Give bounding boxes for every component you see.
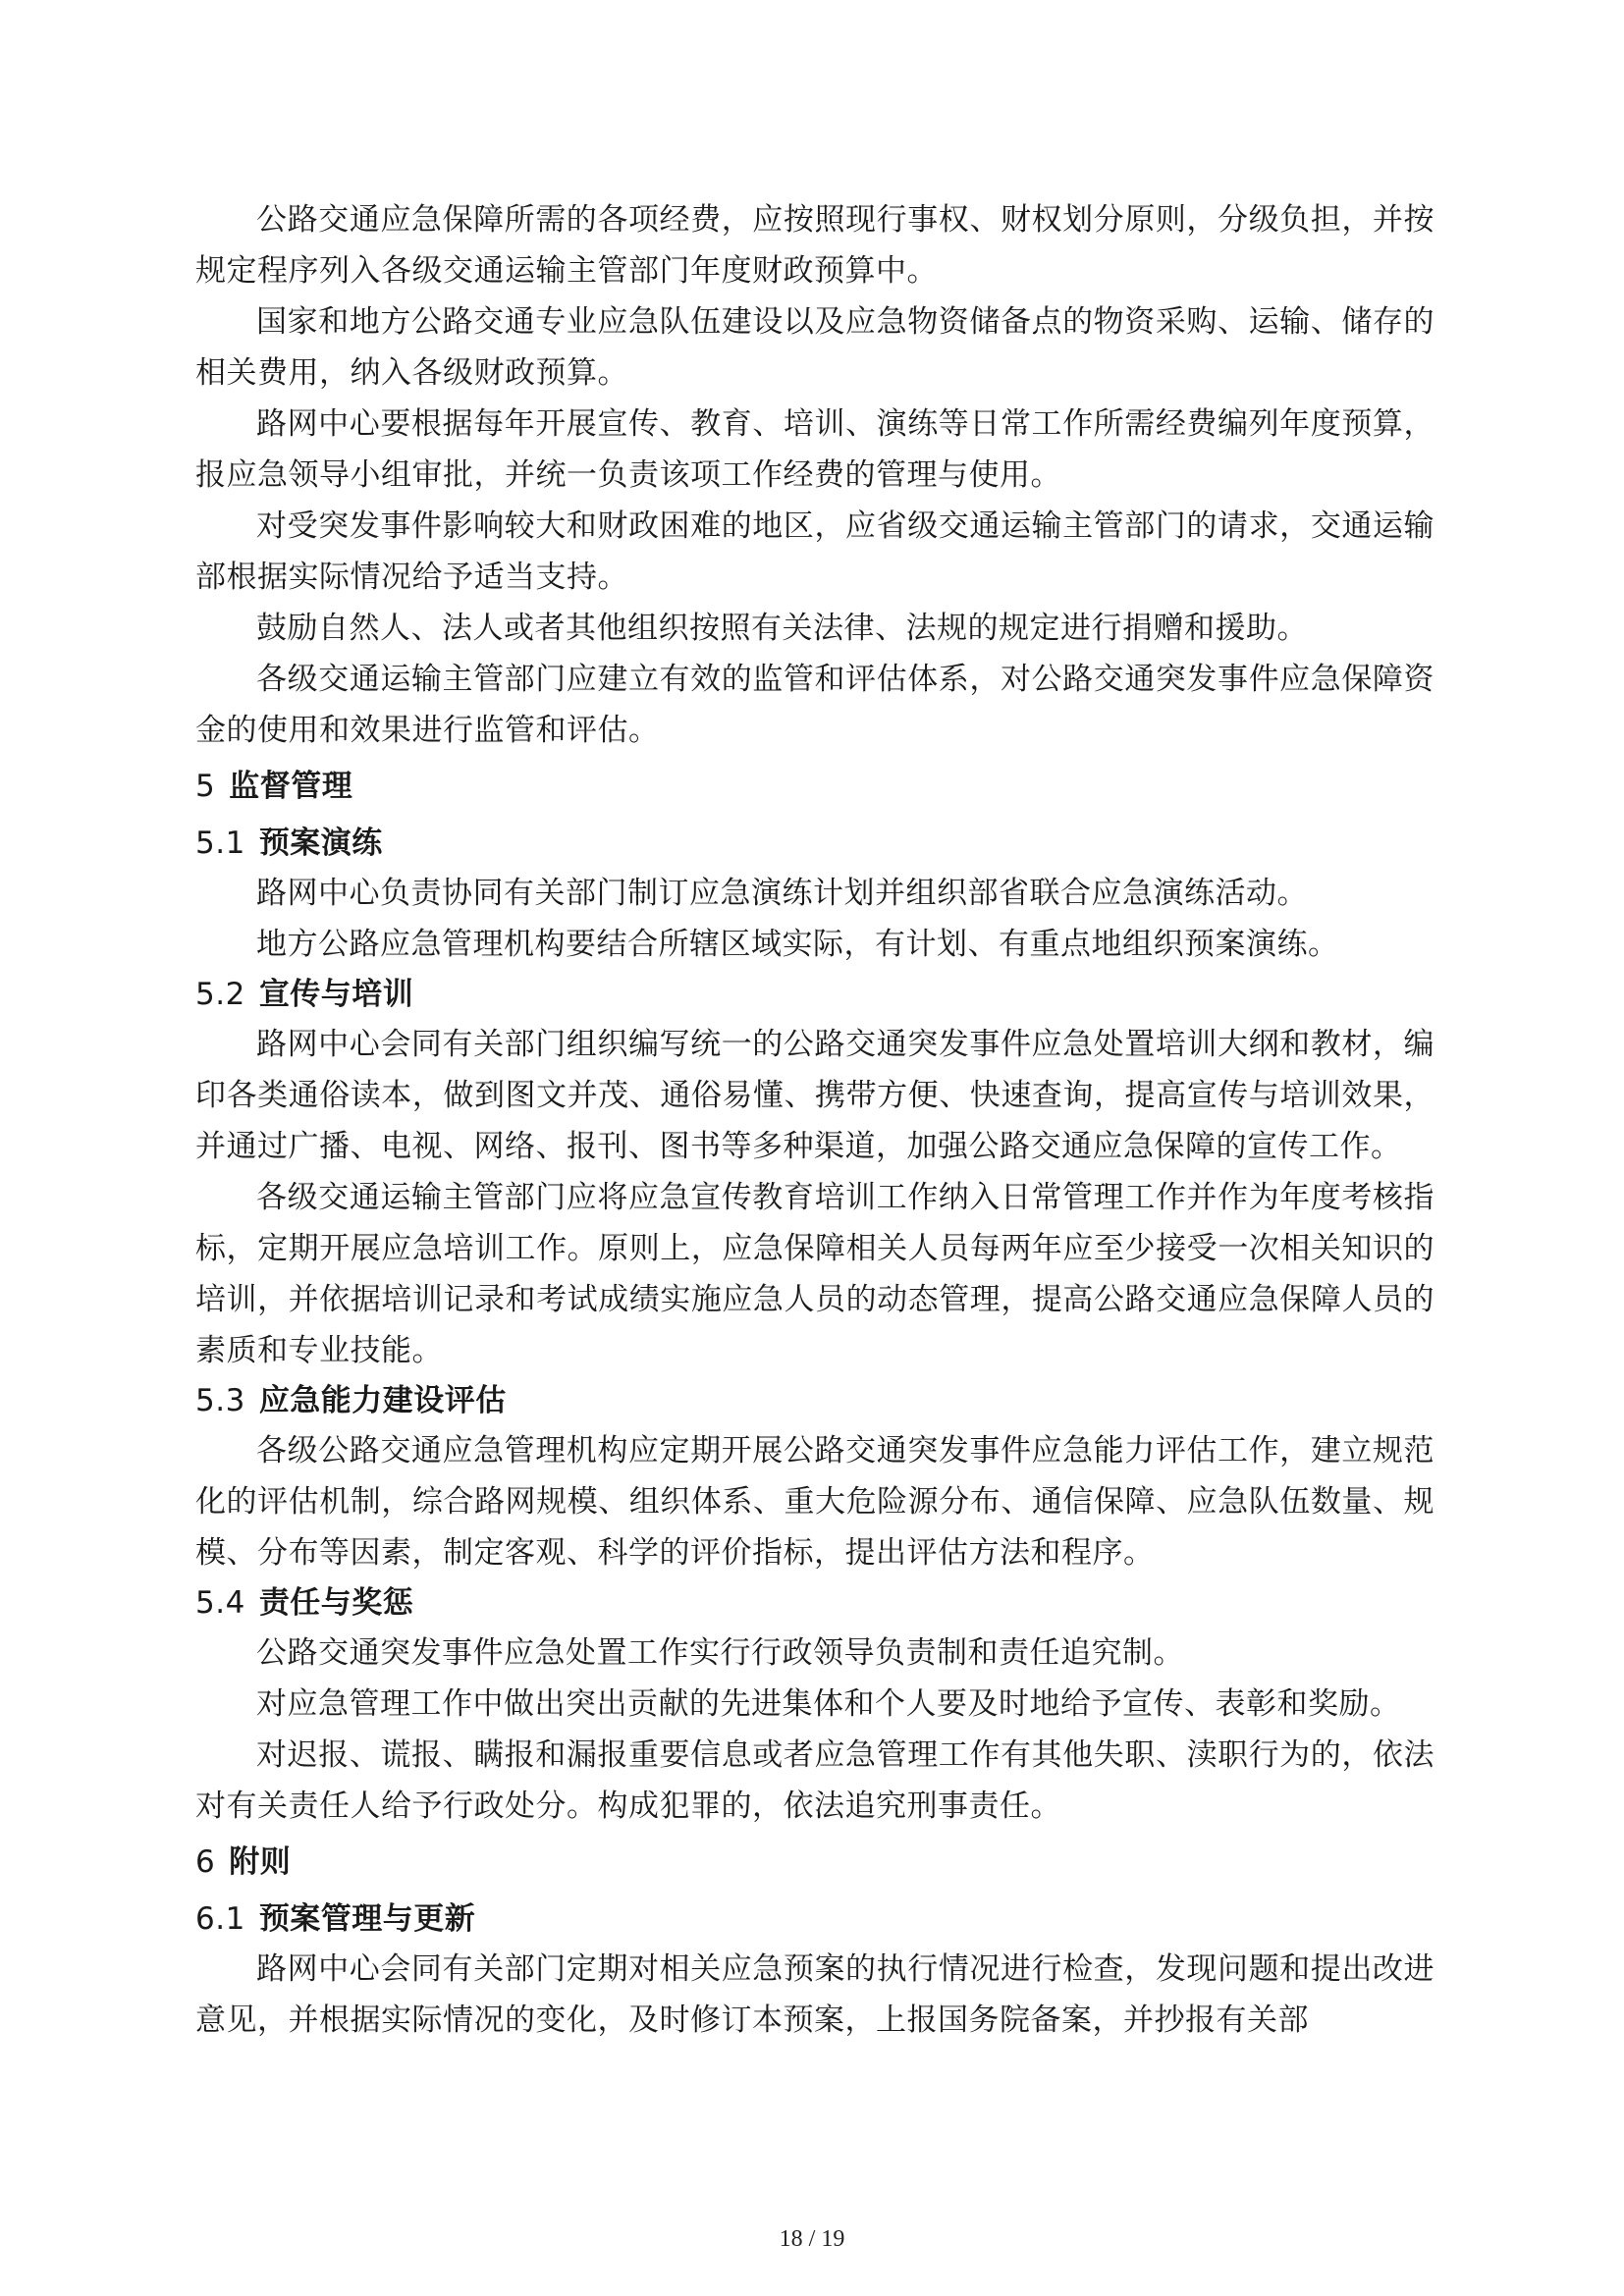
subsection-number: 5.2 <box>195 977 245 1012</box>
section-title: 附则 <box>229 1844 292 1880</box>
page-number: 18 / 19 <box>779 2226 845 2252</box>
paragraph: 国家和地方公路交通专业应急队伍建设以及应急物资储备点的物资采购、运输、储存的相关费用，纳入各级财政预算。 <box>195 304 1435 391</box>
paragraph: 公路交通突发事件应急处置工作实行行政领导负责制和责任追究制。 <box>256 1635 1184 1671</box>
section-title: 监督管理 <box>229 769 353 804</box>
subsection-title: 预案管理与更新 <box>258 1901 476 1937</box>
paragraph: 各级交通运输主管部门应建立有效的监管和评估体系，对公路交通突发事件应急保障资金的使用和效果进行监管和评估。 <box>195 662 1435 748</box>
subsection-number: 5.4 <box>195 1585 245 1621</box>
subsection-title: 预案演练 <box>258 826 383 861</box>
subsection-title: 宣传与培训 <box>258 977 414 1012</box>
paragraph: 对迟报、谎报、瞒报和漏报重要信息或者应急管理工作有其他失职、渎职行为的，依法对有关责任人给予行政处分。构成犯罪的，依法追究刑事责任。 <box>195 1737 1435 1824</box>
section-heading-5 <box>195 760 1435 813</box>
paragraph: 路网中心会同有关部门组织编写统一的公路交通突发事件应急处置培训大纲和教材，编印各类通俗读本，做到图文并茂、通俗易懂、携带方便、快速查询，提高宣传与培训效果，并通过广播、电视、网络、报刊、图书等多种渠道，加强公路交通应急保障的宣传工作。 <box>195 1027 1435 1164</box>
subsection-number: 5.3 <box>195 1383 245 1418</box>
subsection-heading-5-2 <box>195 970 1435 1019</box>
section-heading-6 <box>195 1836 1435 1889</box>
subsection-heading-5-4 <box>195 1578 1435 1628</box>
subsection-number: 6.1 <box>195 1901 245 1937</box>
paragraph: 路网中心会同有关部门定期对相关应急预案的执行情况进行检查，发现问题和提出改进意见，并根据实际情况的变化，及时修订本预案，上报国务院备案，并抄报有关部 <box>195 1951 1435 2038</box>
paragraph: 公路交通应急保障所需的各项经费，应按照现行事权、财权划分原则，分级负担，并按规定程序列入各级交通运输主管部门年度财政预算中。 <box>195 202 1435 289</box>
paragraph: 对受突发事件影响较大和财政困难的地区，应省级交通运输主管部门的请求，交通运输部根据实际情况给予适当支持。 <box>195 508 1435 595</box>
paragraph: 各级公路交通应急管理机构应定期开展公路交通突发事件应急能力评估工作，建立规范化的评估机制，综合路网规模、组织体系、重大危险源分布、通信保障、应急队伍数量、规模、分布等因素，制定客观、科学的评价指标，提出评估方法和程序。 <box>195 1433 1435 1571</box>
subsection-heading-5-3 <box>195 1376 1435 1425</box>
paragraph: 路网中心负责协同有关部门制订应急演练计划并组织部省联合应急演练活动。 <box>256 876 1308 911</box>
subsection-number: 5.1 <box>195 826 245 861</box>
section-number: 5 <box>195 769 216 804</box>
paragraph: 各级交通运输主管部门应将应急宣传教育培训工作纳入日常管理工作并作为年度考核指标，定期开展应急培训工作。原则上，应急保障相关人员每两年应至少接受一次相关知识的培训，并依据培训记录和考试成绩实施应急人员的动态管理，提高公路交通应急保障人员的素质和专业技能。 <box>195 1180 1435 1368</box>
subsection-title: 应急能力建设评估 <box>258 1383 507 1418</box>
paragraph: 鼓励自然人、法人或者其他组织按照有关法律、法规的规定进行捐赠和援助。 <box>256 611 1308 646</box>
document-body <box>195 194 1435 2046</box>
subsection-heading-6-1 <box>195 1895 1435 1944</box>
paragraph: 地方公路应急管理机构要结合所辖区域实际，有计划、有重点地组织预案演练。 <box>256 927 1339 962</box>
subsection-heading-5-1 <box>195 819 1435 868</box>
subsection-title: 责任与奖惩 <box>258 1585 414 1621</box>
section-number: 6 <box>195 1844 216 1880</box>
paragraph: 对应急管理工作中做出突出贡献的先进集体和个人要及时地给予宣传、表彰和奖励。 <box>256 1686 1401 1722</box>
paragraph: 路网中心要根据每年开展宣传、教育、培训、演练等日常工作所需经费编列年度预算，报应急领导小组审批，并统一负责该项工作经费的管理与使用。 <box>195 406 1435 493</box>
